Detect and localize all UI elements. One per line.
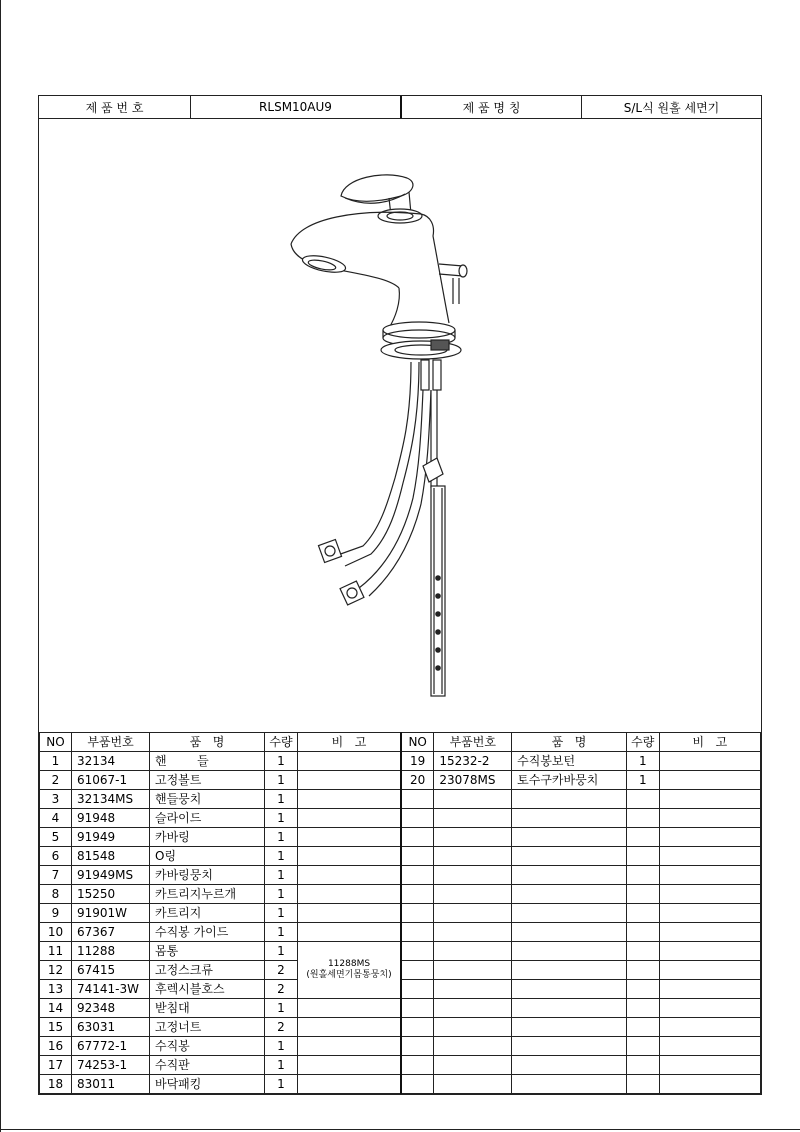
part-qty <box>626 904 659 923</box>
part-qty: 1 <box>626 771 659 790</box>
table-row <box>40 866 401 885</box>
part-no-index: 7 <box>40 866 72 885</box>
table-row <box>40 1075 401 1094</box>
table-row <box>401 847 761 866</box>
col-note: 비 고 <box>298 733 401 752</box>
part-note <box>298 904 401 923</box>
part-no-index <box>401 904 434 923</box>
part-note <box>659 885 760 904</box>
part-no-index: 18 <box>40 1075 72 1094</box>
part-qty: 2 <box>265 961 298 980</box>
part-no-index: 8 <box>40 885 72 904</box>
part-note <box>659 847 760 866</box>
table-row <box>401 866 761 885</box>
part-name: 카바링뭉치 <box>150 866 265 885</box>
part-note <box>298 1056 401 1075</box>
table-row <box>40 1056 401 1075</box>
table-header-row <box>401 733 761 752</box>
table-row <box>401 1018 761 1037</box>
product-code: RLSM10AU9 <box>191 96 402 118</box>
part-number: 23078MS <box>434 771 512 790</box>
part-no-index: 20 <box>401 771 434 790</box>
part-note <box>298 1037 401 1056</box>
table-row <box>40 885 401 904</box>
table-row <box>401 790 761 809</box>
product-code-label: 제 품 번 호 <box>39 96 191 118</box>
part-no-index: 14 <box>40 999 72 1018</box>
part-name <box>512 923 627 942</box>
part-no-index: 15 <box>40 1018 72 1037</box>
part-qty <box>626 1037 659 1056</box>
part-no-index: 12 <box>40 961 72 980</box>
part-name: 카트리지누르개 <box>150 885 265 904</box>
part-number <box>434 961 512 980</box>
table-header-row <box>40 733 401 752</box>
part-no-index <box>401 809 434 828</box>
part-name <box>512 809 627 828</box>
part-qty: 1 <box>265 847 298 866</box>
table-row <box>40 904 401 923</box>
part-number: 91949 <box>72 828 150 847</box>
table-row <box>401 942 761 961</box>
page-edge <box>0 0 1 1132</box>
part-note <box>659 771 760 790</box>
table-row <box>401 828 761 847</box>
faucet-drawing <box>39 118 761 731</box>
part-name: 카트리지 <box>150 904 265 923</box>
part-no-index: 1 <box>40 752 72 771</box>
part-no-index <box>401 828 434 847</box>
part-qty: 1 <box>265 1037 298 1056</box>
part-no-index: 17 <box>40 1056 72 1075</box>
parts-table-left <box>39 732 401 1094</box>
part-qty <box>626 790 659 809</box>
part-name <box>512 1037 627 1056</box>
part-note <box>298 847 401 866</box>
part-note <box>298 1018 401 1037</box>
part-note <box>659 828 760 847</box>
part-number <box>434 809 512 828</box>
col-note: 비 고 <box>659 733 760 752</box>
part-number: 91901W <box>72 904 150 923</box>
part-qty <box>626 885 659 904</box>
part-name <box>512 961 627 980</box>
part-qty <box>626 828 659 847</box>
part-note <box>659 942 760 961</box>
part-qty: 1 <box>265 999 298 1018</box>
part-name: 몸통 <box>150 942 265 961</box>
part-note <box>659 923 760 942</box>
part-number <box>434 999 512 1018</box>
part-qty <box>626 809 659 828</box>
table-row <box>40 1018 401 1037</box>
part-number: 83011 <box>72 1075 150 1094</box>
table-row <box>401 999 761 1018</box>
note-line: 11288MS <box>327 959 371 969</box>
part-no-index <box>401 1037 434 1056</box>
col-name: 품 명 <box>150 733 265 752</box>
part-number: 32134MS <box>72 790 150 809</box>
part-number <box>434 1037 512 1056</box>
part-qty: 1 <box>265 828 298 847</box>
part-no-index: 10 <box>40 923 72 942</box>
part-note <box>298 828 401 847</box>
part-note <box>298 942 401 999</box>
part-note <box>298 809 401 828</box>
table-row <box>40 999 401 1018</box>
part-no-index: 4 <box>40 809 72 828</box>
part-number: 63031 <box>72 1018 150 1037</box>
part-number: 74141-3W <box>72 980 150 999</box>
part-qty: 1 <box>265 885 298 904</box>
faucet-illustration <box>39 118 761 731</box>
part-qty: 1 <box>265 923 298 942</box>
part-no-index <box>401 961 434 980</box>
part-name <box>512 828 627 847</box>
table-row <box>401 980 761 999</box>
part-number: 67772-1 <box>72 1037 150 1056</box>
part-name: 후렉시블호스 <box>150 980 265 999</box>
col-no: NO <box>40 733 72 752</box>
part-no-index: 2 <box>40 771 72 790</box>
table-row <box>401 1056 761 1075</box>
part-number: 67415 <box>72 961 150 980</box>
part-number: 91949MS <box>72 866 150 885</box>
part-number <box>434 866 512 885</box>
part-note <box>659 1037 760 1056</box>
part-qty: 1 <box>265 1075 298 1094</box>
part-number <box>434 847 512 866</box>
part-name: 고정너트 <box>150 1018 265 1037</box>
part-note <box>298 790 401 809</box>
part-qty: 1 <box>265 752 298 771</box>
table-row <box>401 809 761 828</box>
part-no-index <box>401 885 434 904</box>
col-qty: 수량 <box>265 733 298 752</box>
part-number: 32134 <box>72 752 150 771</box>
part-note <box>298 999 401 1018</box>
table-row <box>40 847 401 866</box>
table-row <box>40 1037 401 1056</box>
table-row <box>401 752 761 771</box>
part-name: 핸 들 <box>150 752 265 771</box>
part-qty: 1 <box>626 752 659 771</box>
part-qty: 1 <box>265 1056 298 1075</box>
part-name: 슬라이드 <box>150 809 265 828</box>
part-number <box>434 1018 512 1037</box>
part-qty <box>626 847 659 866</box>
part-no-index <box>401 923 434 942</box>
table-row <box>401 961 761 980</box>
table-row <box>40 790 401 809</box>
part-number: 81548 <box>72 847 150 866</box>
part-qty <box>626 999 659 1018</box>
part-name <box>512 942 627 961</box>
part-name <box>512 790 627 809</box>
part-qty <box>626 961 659 980</box>
part-note <box>659 866 760 885</box>
part-no-index: 19 <box>401 752 434 771</box>
part-number <box>434 980 512 999</box>
col-name: 품 명 <box>512 733 627 752</box>
part-number: 67367 <box>72 923 150 942</box>
part-note <box>659 1018 760 1037</box>
part-qty <box>626 1075 659 1094</box>
part-qty: 2 <box>265 1018 298 1037</box>
part-no-index <box>401 1056 434 1075</box>
part-number <box>434 1075 512 1094</box>
table-row <box>401 1075 761 1094</box>
part-qty: 1 <box>265 942 298 961</box>
part-no-index <box>401 847 434 866</box>
part-qty: 1 <box>265 790 298 809</box>
part-name <box>512 999 627 1018</box>
part-no-index: 6 <box>40 847 72 866</box>
part-name: 수직봉보턴 <box>512 752 627 771</box>
part-number <box>434 1056 512 1075</box>
part-number <box>434 942 512 961</box>
part-note <box>298 923 401 942</box>
part-name <box>512 1075 627 1094</box>
part-name: 토수구카바뭉치 <box>512 771 627 790</box>
table-row <box>401 885 761 904</box>
part-number: 15232-2 <box>434 752 512 771</box>
part-qty: 1 <box>265 904 298 923</box>
part-number <box>434 885 512 904</box>
part-number: 74253-1 <box>72 1056 150 1075</box>
part-name <box>512 904 627 923</box>
part-qty: 1 <box>265 771 298 790</box>
part-name: O링 <box>150 847 265 866</box>
part-note <box>659 809 760 828</box>
part-note <box>659 1056 760 1075</box>
table-row <box>401 1037 761 1056</box>
part-name: 핸들뭉치 <box>150 790 265 809</box>
part-qty <box>626 1018 659 1037</box>
part-name: 카바링 <box>150 828 265 847</box>
table-row <box>40 771 401 790</box>
part-no-index <box>401 1075 434 1094</box>
part-no-index: 13 <box>40 980 72 999</box>
part-name: 바닥패킹 <box>150 1075 265 1094</box>
page-edge <box>0 1129 800 1130</box>
table-row <box>40 809 401 828</box>
part-no-index <box>401 866 434 885</box>
col-part-no: 부품번호 <box>434 733 512 752</box>
table-row <box>40 752 401 771</box>
table-row <box>40 828 401 847</box>
part-number <box>434 790 512 809</box>
part-qty: 2 <box>265 980 298 999</box>
product-name: S/L식 원홀 세면기 <box>623 100 720 115</box>
part-note <box>659 904 760 923</box>
part-name <box>512 1056 627 1075</box>
part-qty: 1 <box>265 866 298 885</box>
part-number: 11288 <box>72 942 150 961</box>
table-row <box>40 923 401 942</box>
part-note <box>659 961 760 980</box>
part-name <box>512 847 627 866</box>
part-number: 61067-1 <box>72 771 150 790</box>
part-number <box>434 828 512 847</box>
col-no: NO <box>401 733 434 752</box>
part-no-index: 11 <box>40 942 72 961</box>
part-note <box>298 752 401 771</box>
part-no-index: 3 <box>40 790 72 809</box>
part-note <box>659 752 760 771</box>
part-name <box>512 885 627 904</box>
part-note <box>298 885 401 904</box>
table-row <box>401 904 761 923</box>
col-part-no: 부품번호 <box>72 733 150 752</box>
part-no-index <box>401 1018 434 1037</box>
part-qty <box>626 866 659 885</box>
part-qty: 1 <box>265 809 298 828</box>
part-no-index: 9 <box>40 904 72 923</box>
part-qty <box>626 923 659 942</box>
parts-sheet <box>38 95 762 1095</box>
part-no-index: 5 <box>40 828 72 847</box>
part-number: 92348 <box>72 999 150 1018</box>
part-name: 수직봉 가이드 <box>150 923 265 942</box>
parts-table-right <box>400 732 761 1094</box>
part-name: 수직봉 <box>150 1037 265 1056</box>
part-number <box>434 904 512 923</box>
part-no-index <box>401 999 434 1018</box>
header-row <box>39 96 761 119</box>
part-name <box>512 1018 627 1037</box>
part-number <box>434 923 512 942</box>
part-name <box>512 866 627 885</box>
part-number: 15250 <box>72 885 150 904</box>
product-name-label: 제 품 명 칭 <box>402 96 582 118</box>
part-number: 91948 <box>72 809 150 828</box>
part-note <box>659 790 760 809</box>
part-qty <box>626 980 659 999</box>
table-row <box>401 923 761 942</box>
note-line: (원홀세면기몸통뭉치) <box>306 970 392 980</box>
part-no-index: 16 <box>40 1037 72 1056</box>
part-name: 고정스크류 <box>150 961 265 980</box>
part-note <box>659 1075 760 1094</box>
part-no-index <box>401 980 434 999</box>
part-name <box>512 980 627 999</box>
part-note <box>659 980 760 999</box>
part-note <box>659 999 760 1018</box>
part-name: 수직판 <box>150 1056 265 1075</box>
part-note <box>298 866 401 885</box>
table-row <box>40 942 401 961</box>
part-qty <box>626 1056 659 1075</box>
part-name: 받침대 <box>150 999 265 1018</box>
part-no-index <box>401 942 434 961</box>
part-note <box>298 771 401 790</box>
table-row <box>401 771 761 790</box>
part-note <box>298 1075 401 1094</box>
part-no-index <box>401 790 434 809</box>
col-qty: 수량 <box>626 733 659 752</box>
part-qty <box>626 942 659 961</box>
part-name: 고정볼트 <box>150 771 265 790</box>
